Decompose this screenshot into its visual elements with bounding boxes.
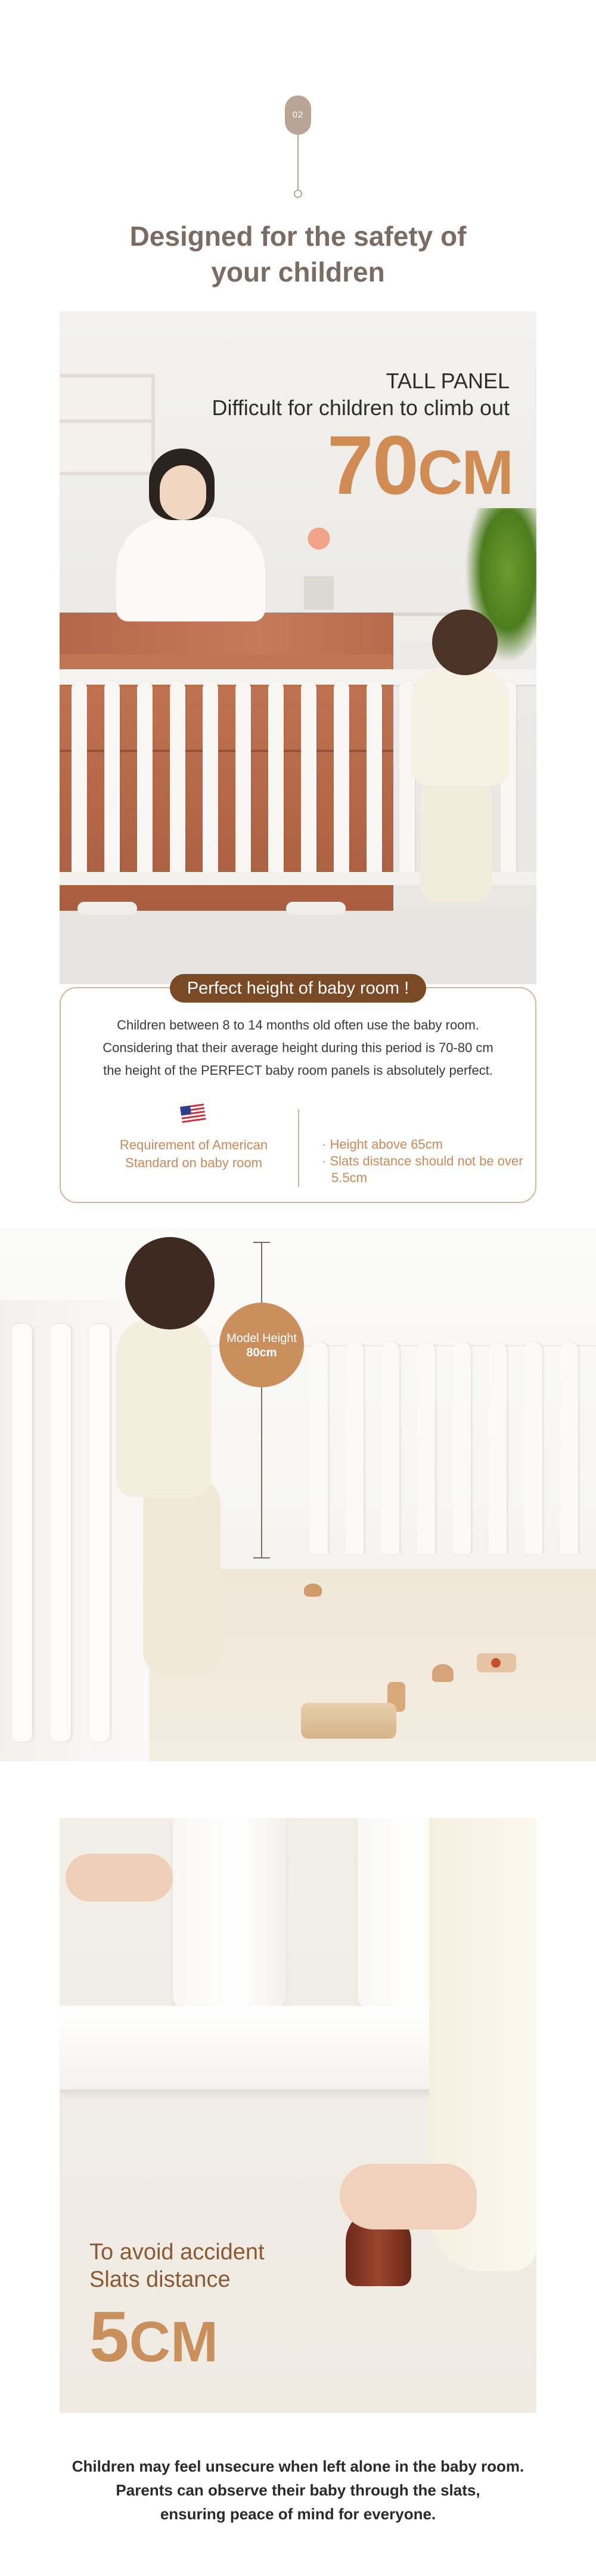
fence-slat xyxy=(453,1342,471,1557)
fence-slat xyxy=(381,1342,399,1557)
closing-line-1: Children may feel unsecure when left alone in the baby room. xyxy=(72,2457,524,2475)
slats-distance-unit: CM xyxy=(129,2310,219,2374)
toddler-legs xyxy=(420,777,492,902)
headline-line-1: Designed for the safety of xyxy=(129,221,467,252)
fence-slat xyxy=(173,1818,286,2009)
panel-height-unit: CM xyxy=(417,438,513,508)
info-card-text xyxy=(83,1014,513,1082)
toddler-body xyxy=(116,1318,212,1497)
tall-panel-photo xyxy=(60,311,536,984)
step-badge: 02 xyxy=(285,95,311,135)
info-card-tag: Perfect height of baby room ! xyxy=(170,974,426,1003)
baby-hand xyxy=(340,2164,477,2229)
spec-height: · Height above 65cm xyxy=(322,1137,443,1152)
fence-slat xyxy=(334,681,349,878)
headline-line-2: your children xyxy=(211,256,385,287)
fence-slat xyxy=(137,681,153,878)
fence-slat xyxy=(310,1342,328,1557)
requirement-line-1: Requirement of American xyxy=(119,1137,268,1152)
height-measure-line xyxy=(261,1242,262,1558)
fence-slat xyxy=(203,681,218,878)
slats-distance-value xyxy=(89,2298,218,2381)
baby-hand xyxy=(66,1854,173,1901)
fence-slat xyxy=(104,681,120,878)
panel-height-value xyxy=(327,418,513,515)
fence-slat xyxy=(235,681,251,878)
height-measure-cap-bottom xyxy=(253,1557,270,1558)
mother-face xyxy=(160,465,206,520)
fence-slat xyxy=(417,1342,435,1557)
closing-line-2: Parents can observe their baby through the slats, xyxy=(116,2481,480,2499)
kitchen-shelf xyxy=(60,374,155,475)
info-text-line-1: Children between 8 to 14 months old often use the baby room. xyxy=(117,1018,479,1032)
toddler-head xyxy=(432,610,498,675)
fence-slat xyxy=(51,1324,71,1742)
wooden-toy xyxy=(304,1584,322,1597)
model-height-label: Model Height xyxy=(226,1332,297,1345)
info-text-line-3: the height of the PERFECT baby room panels is absolutely perfect. xyxy=(103,1063,493,1078)
tall-panel-subtitle: Difficult for children to climb out xyxy=(212,395,510,420)
fence-slat xyxy=(12,1324,32,1742)
info-card-divider xyxy=(298,1109,299,1187)
mother-figure xyxy=(116,517,265,621)
fence-slat xyxy=(346,1342,364,1557)
wooden-toy xyxy=(432,1664,454,1682)
fence-foot xyxy=(77,902,137,915)
slats-distance-number: 5 xyxy=(89,2297,129,2377)
fence-slat xyxy=(560,1342,578,1557)
fence-slat xyxy=(72,681,87,878)
floor xyxy=(60,911,536,984)
fence-slat xyxy=(489,1342,507,1557)
fence-slat xyxy=(89,1324,110,1742)
toddler-body xyxy=(411,666,510,786)
american-standard-requirement xyxy=(95,1136,292,1172)
fence-slat xyxy=(170,681,185,878)
us-flag-icon xyxy=(178,1100,209,1128)
closing-text xyxy=(0,2454,596,2526)
info-text-line-2: Considering that their average height during this period is 70-80 cm xyxy=(103,1040,493,1055)
closing-line-3: ensuring peace of mind for everyone. xyxy=(160,2505,436,2523)
slats-caption-line-2: Slats distance xyxy=(89,2267,231,2292)
section-headline xyxy=(0,218,596,290)
standard-spec-list xyxy=(322,1136,524,1186)
fence-slat xyxy=(301,681,316,878)
spec-slats-distance: · Slats distance should not be over 5.5cm xyxy=(322,1154,523,1185)
model-height-value: 80cm xyxy=(246,1346,277,1359)
wooden-toy xyxy=(477,1653,516,1672)
toddler-legs xyxy=(143,1479,221,1676)
model-height-photo xyxy=(0,1229,596,1761)
tall-panel-label: TALL PANEL xyxy=(386,369,510,393)
slats-distance-photo xyxy=(60,1818,536,2413)
slats-caption-line-1: To avoid accident xyxy=(89,2240,265,2265)
fence-slat xyxy=(367,681,382,878)
wooden-toy-camera xyxy=(301,1703,396,1739)
fence-foot xyxy=(286,902,346,915)
slats-caption xyxy=(89,2238,265,2293)
requirement-line-2: Standard on baby room xyxy=(125,1155,262,1170)
panel-height-number: 70 xyxy=(327,418,418,512)
toddler-head xyxy=(125,1237,215,1329)
step-dot xyxy=(294,190,302,198)
flower-vase xyxy=(304,526,334,610)
fence-slat xyxy=(268,681,284,878)
model-height-badge xyxy=(219,1303,304,1387)
step-connector xyxy=(297,135,299,192)
height-measure-cap-top xyxy=(253,1242,270,1243)
fence-slat xyxy=(524,1342,542,1557)
